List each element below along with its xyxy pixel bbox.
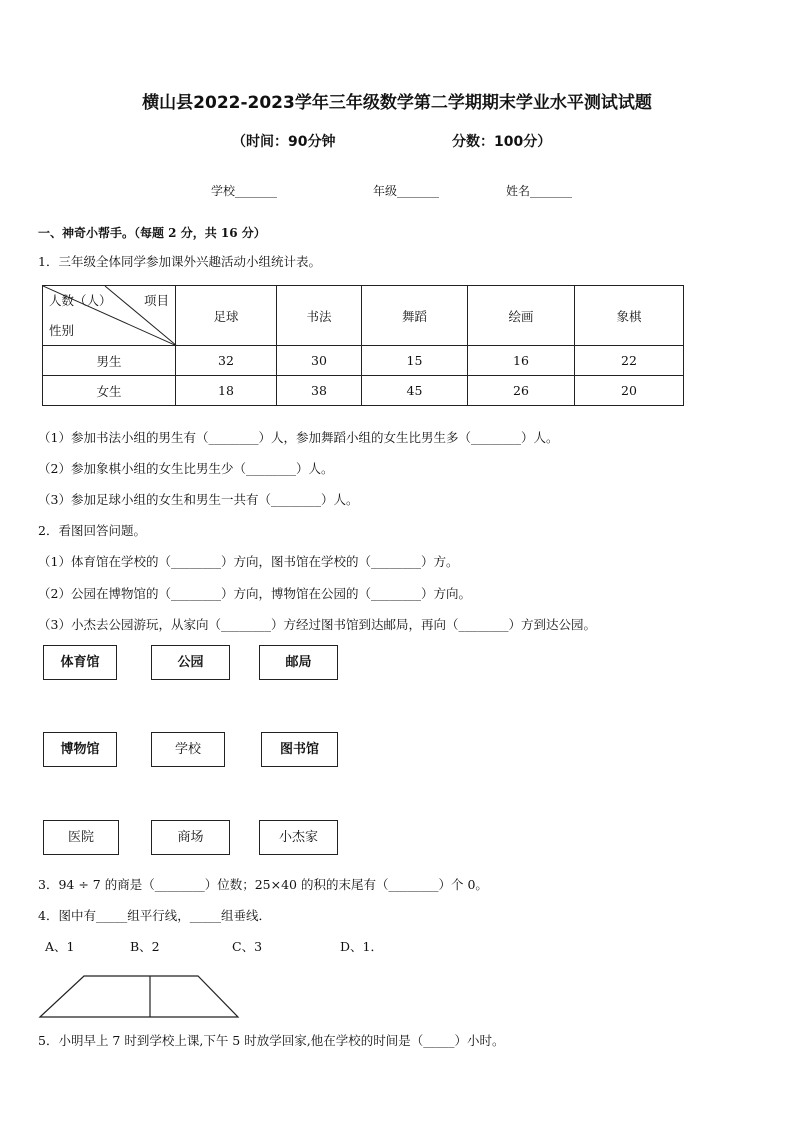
map-box-stadium: 体育馆 xyxy=(43,645,117,680)
table-cell: 32 xyxy=(176,346,277,376)
table-cell: 22 xyxy=(575,346,684,376)
q2-sub3: （3）小杰去公园游玩，从家向（________）方经过图书馆到达邮局，再向（________）方到达公园。 xyxy=(38,617,596,632)
name-field: 姓名_______ xyxy=(506,184,573,198)
q2-stem: 2．看图回答问题。 xyxy=(38,523,146,538)
map-box-school: 学校 xyxy=(151,732,225,767)
q1-sub3: （3）参加足球小组的女生和男生一共有（________）人。 xyxy=(38,492,359,507)
school-field: 学校_______ xyxy=(211,184,278,198)
corner-count-label: 人数（人） xyxy=(49,293,112,308)
q4-option: C、3 xyxy=(232,939,263,954)
trapezoid-shape xyxy=(40,976,238,1017)
trapezoid-figure xyxy=(38,972,244,1022)
table-row xyxy=(43,376,684,406)
table-cell: 20 xyxy=(575,376,684,406)
map-box-home: 小杰家 xyxy=(259,820,338,855)
q1-stem: 1．三年级全体同学参加课外兴趣活动小组统计表。 xyxy=(38,254,321,269)
column-header: 足球 xyxy=(176,286,277,346)
exam-score: 分数：100分） xyxy=(452,134,552,150)
table-cell: 38 xyxy=(277,376,362,406)
q4-text: 4．图中有_____组平行线，_____组垂线． xyxy=(38,908,271,923)
table-cell: 30 xyxy=(277,346,362,376)
column-header: 象棋 xyxy=(575,286,684,346)
q4-option: D、1． xyxy=(340,939,383,954)
map-box-mall: 商场 xyxy=(151,820,230,855)
map-box-park: 公园 xyxy=(151,645,230,680)
q5-text: 5．小明早上 7 时到学校上课,下午 5 时放学回家,他在学校的时间是（_____）小时。 xyxy=(38,1033,505,1048)
column-header: 绘画 xyxy=(468,286,575,346)
exam-time: （时间：90分钟 xyxy=(232,134,336,150)
map-box-museum: 博物馆 xyxy=(43,732,117,767)
column-header: 书法 xyxy=(277,286,362,346)
q3-text: 3．94 ÷ 7 的商是（________）位数；25×40 的积的末尾有（________）个 0。 xyxy=(38,877,488,892)
map-box-library: 图书馆 xyxy=(261,732,338,767)
q2-sub2: （2）公园在博物馆的（________）方向，博物馆在公园的（________）方向。 xyxy=(38,586,471,601)
q2-sub1: （1）体育馆在学校的（________）方向，图书馆在学校的（________）方。 xyxy=(38,554,459,569)
table-cell: 18 xyxy=(176,376,277,406)
q1-sub1: （1）参加书法小组的男生有（________）人，参加舞蹈小组的女生比男生多（________）人。 xyxy=(38,430,559,445)
row-label: 男生 xyxy=(43,346,176,376)
map-box-hospital: 医院 xyxy=(43,820,119,855)
table-cell: 15 xyxy=(362,346,468,376)
q1-sub2: （2）参加象棋小组的女生比男生少（________）人。 xyxy=(38,461,334,476)
map-box-post-office: 邮局 xyxy=(259,645,338,680)
q4-option: B、2 xyxy=(130,939,160,954)
table-cell: 16 xyxy=(468,346,575,376)
corner-gender-label: 性别 xyxy=(49,323,75,338)
row-label: 女生 xyxy=(43,376,176,406)
stats-table xyxy=(42,285,684,406)
table-corner-cell xyxy=(43,286,176,346)
section-heading: 一、神奇小帮手。（每题 2 分，共 16 分） xyxy=(38,226,266,240)
table-cell: 45 xyxy=(362,376,468,406)
page-title: 横山县2022-2023学年三年级数学第二学期期末学业水平测试试题 xyxy=(142,93,652,113)
column-header: 舞蹈 xyxy=(362,286,468,346)
q4-option: A、1 xyxy=(45,939,75,954)
corner-item-label: 项目 xyxy=(143,293,169,308)
table-row xyxy=(43,346,684,376)
table-cell: 26 xyxy=(468,376,575,406)
grade-field: 年级_______ xyxy=(373,184,440,198)
table-header-row xyxy=(43,286,684,346)
